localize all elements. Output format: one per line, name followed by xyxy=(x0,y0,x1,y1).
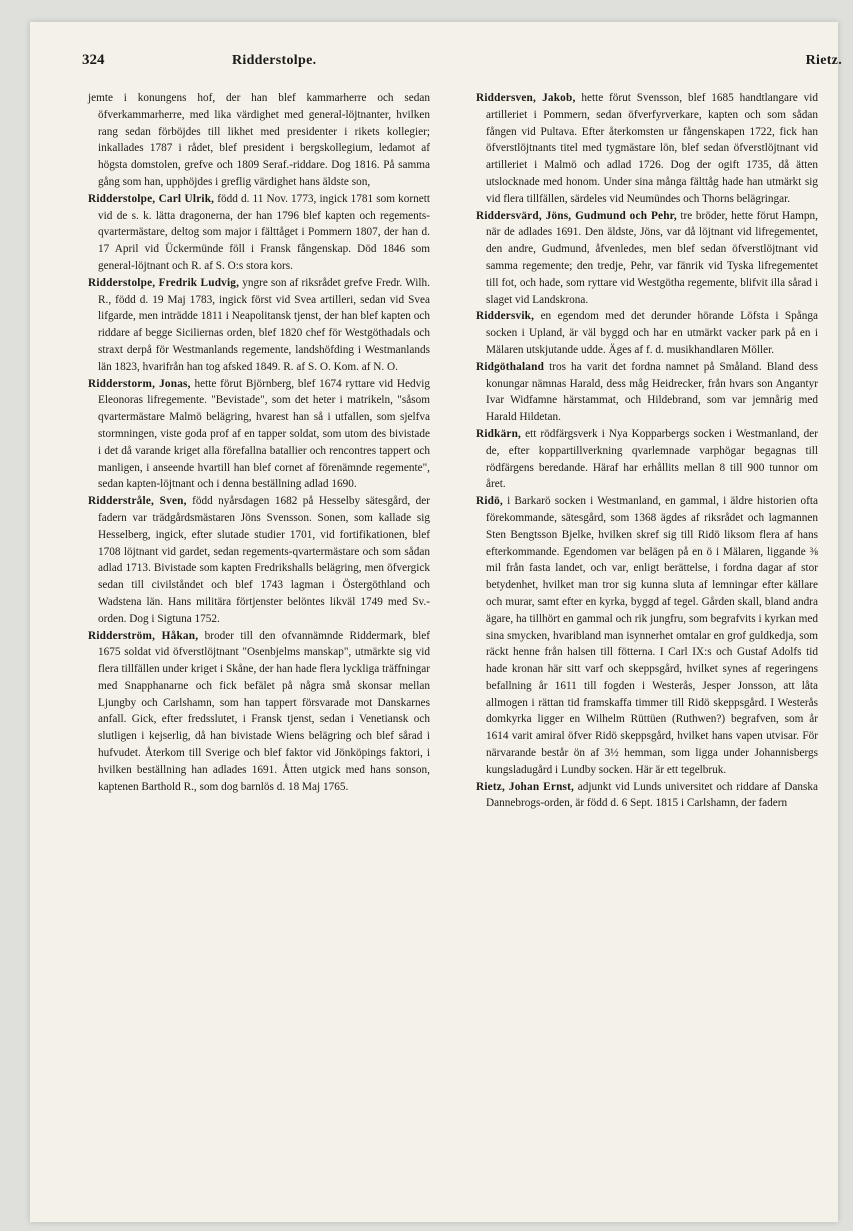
right-running-head: Rietz. xyxy=(805,53,842,68)
entry xyxy=(476,208,818,309)
entry-headword: Ridö, xyxy=(476,495,503,508)
entry-text: hette förut Svensson, blef 1685 handtlangare vid artilleriet i Pommern, sedan öfverfyrverkare, kapten och som sådan fången vid Pultava. Efter återkomsten ur fångenskapen 1722, fick han öfverstlöjtnants titel med tygmästare lön, blef sedan öfverstlöjtnant vid artilleriet i Malmö och adlad 1726. Dog der ogift 1735, då ätten utslocknade med honom. Under sina många fälttåg hade han utmärkt sig vid flera tillfällen, särdeles vid Neumündes och Thorns belägringar. xyxy=(486,92,818,205)
entry xyxy=(88,275,430,376)
entry-text: född d. 11 Nov. 1773, ingick 1781 som kornett vid de s. k. lätta dragonerna, der han 1796 blef kapten och regements-qvartermästare, deltog som major i fälttåget i Pommern 1807, der han d. 17 April vid Ückermünde föll i Fransk fångenskap. Död 1846 som general-löjtnant och R. af S. O:s stora kors. xyxy=(98,192,430,272)
entry-text: tre bröder, hette förut Hampn, när de adlades 1691. Den äldste, Jöns, var då löjtnant vid lifregementet, den andre, Gudmund, åfvenledes, men blef sedan öfverstlöjtnant vid samma regemente; den tredje, Pehr, var fänrik vid Tyska lifregementet till fot, och hade, som ryttare vid Westgötha regemente, blifvit illa sårad i slaget vid Landskrona. xyxy=(486,209,818,306)
entry-headword: Ridderstorm, Jonas, xyxy=(88,377,191,390)
page-number: 324 xyxy=(82,52,105,68)
page-header xyxy=(82,52,842,74)
entry-text: yngre son af riksrådet grefve Fredr. Wilh. R., född d. 19 Maj 1783, ingick först vid Svea artilleri, sedan vid Svea lifgarde, men inträdde 1811 i Neapolitansk tjenst, der han blef kapten och riddare af begge Siciliernas orden, blef 1820 chef för Westgöthadals och straxt derpå för Westmanlands regemente, landshöfding i Westmanlands län 1823, hvarifrån han tog afsked 1849. R. af S. O. Kom. af N. O. xyxy=(98,276,430,373)
entry-text: i Barkarö socken i Westmanland, en gammal, i äldre historien ofta förekommande, sätesgård, som 1368 ägdes af riksrådet och lagmannen Sten Bengtsson Bjelke, hvilken skref sig till Ridö liksom flera af hans efterkommande. Egendomen var belägen på en ö i Mälaren, liggande ⅜ mil från fasta landet, och var, enligt berättelse, i fordna dagar af stor betydenhet, hvilket man tror sig kunna sluta af lemningar efter källare och murar, samt efter en kyrka, byggd af tegel. Gården skall, bland andra ägare, ha tillhört en gammal och rik jungfru, som begrafvits i kyrkan med sina smycken, hvaribland man isynnerhet omtalar en grof guldkedja, som räckt henne från halsen till fötterna. I Carl IX:s och Gustaf Adolfs tid hade kronan här sitt varf och skeppsgård, hvilket synes af regeringens befallning år 1611 till fogden i Westerås, Jesper Jonsson, att låta allmogen i rättan tid framskaffa timmer till Ridö skeppsgård. I Westerås domkyrka ligger en Wilhelm Rüttüen (Ruthwen?) begrafven, som år 1614 varit amiral öfver Ridö skeppsgård, hvilket hans vapen utvisar. För närvarande består ön af 3½ hemman, som ligga under Johannisbergs kungsladugård i Lundby socken. Här är ett tegelbruk. xyxy=(486,495,818,776)
right-column xyxy=(476,90,818,812)
entry xyxy=(88,90,430,191)
entry-headword: Riddersvärd, Jöns, Gudmund och Pehr, xyxy=(476,209,677,222)
entry-headword: Ridderstråle, Sven, xyxy=(88,495,187,508)
entry xyxy=(476,359,818,426)
entry-text: tros ha varit det fordna namnet på Småland. Bland dess konungar nämnas Harald, dess måg Heidrecker, från hvars son Angantyr Ivar Widfamne härstammat, och Hildebrand, som var jemnårig med Harald Hildetan. xyxy=(486,360,818,424)
entry xyxy=(476,308,818,358)
entry-text: ett rödfärgsverk i Nya Kopparbergs socken i Westmanland, der de, efter koppartillverkning qvarlemnade varphögar begagnas till rödfärgens beredande. Häraf har erhållits mellan 8 till 900 tunnor om året. xyxy=(486,427,818,491)
entry xyxy=(88,628,430,796)
entry xyxy=(88,493,430,627)
entry-headword: Ridderstolpe, Carl Ulrik, xyxy=(88,192,215,205)
entry xyxy=(476,779,818,813)
entry-text: broder till den ofvannämnde Riddermark, blef 1675 soldat vid öfverstlöjtnant "Osenbjelms manskap", utmärkte sig vid flera tillfällen under kriget i Skåne, der han hade flera lyckliga träffningar med Snapphanarne och fick befälet på några små skonsar mellan Ljungby och Carlshamn, som han tappert försvarade mot Danskarnes anfall. Gick, efter fredsslutet, i Fransk tjenst, sedan i Venetiansk och slutligen i kejserlig, då han bivistade Wiens belägring och blef sårad i hufvudet. Återkom till Sverige och blef faktor vid Jönköpings faktori, i hvilken beställning han adlades 1691. Åtten utgick med hans sonson, kaptenen Barthold R., som dog barnlös d. 18 Maj 1765. xyxy=(98,629,430,793)
entry xyxy=(476,90,818,208)
entry-headword: Ridkärn, xyxy=(476,427,522,440)
entry-text: hette förut Björnberg, blef 1674 ryttare vid Hedvig Eleonoras lifregemente. "Bevistade", som det heter i matrikeln, "såsom qvartermästare Malmö belägring, hvarest han så i utfallen, som sjelfva stormningen, viste goda prof af en tapper soldat, som utom des bivistade i det då varande kriget alla förefallna batallier och rencontres tappert och manligen, i anseende hvartill han blef cornet af förenämnde regemente", sedan kapten-löjtnant och i denna beställning adlad 1690. xyxy=(98,377,430,491)
entry-text: född nyårsdagen 1682 på Hesselby sätesgård, der fadern var trädgårdsmästaren Jöns Svensson. Sonen, som kallade sig Hesselberg, ingick, efter slutade studier 1701, vid fortifikationen, blef 1708 löjtnant vid gardet, sedan regements-qvartermästare och som sådan adlad 1713. Bivistade som kapten Fredrikshalls belägring, men öfvergick sedan till civilståndet och blef 1743 lagman i Östergöthland och Wadstena län. Hans militära förtjenster belöntes likväl 1749 med Sv.-orden. Dog i Sigtuna 1752. xyxy=(98,495,431,625)
entry-headword: Ridderström, Håkan, xyxy=(88,629,199,642)
left-column xyxy=(88,90,430,795)
entry-headword: Ridderstolpe, Fredrik Ludvig, xyxy=(88,276,240,289)
entry-text: jemte i konungens hof, der han blef kammarherre och sedan öfverkammarherre, med lika värdighet med general-löjtnanter, hvilken rang sedan förböjdes till likhet med presidenter i rikets kollegier; inkallades 1787 i rådet, blef president i bergskollegium, ledamot af högsta domstolen, grefve och 1809 Seraf.-riddare. Dog 1816. På samma gång som han, upphöjdes i greflig värdighet hans äldste son, xyxy=(88,92,430,188)
entry xyxy=(88,376,430,494)
book-page xyxy=(30,22,842,1222)
entry xyxy=(88,191,430,275)
entry-text: en egendom med det derunder hörande Löfsta i Spånga socken i Upland, är väl byggd och har en utmärkt vacker park på en i Mälaren utskjutande udde. Äges af f. d. musikhandlaren Möller. xyxy=(486,310,818,356)
entry-text: adjunkt vid Lunds universitet och riddare af Danska Dannebrogs-orden, är född d. 6 Sept. 1815 i Carlshamn, der fadern xyxy=(486,780,818,810)
entry xyxy=(476,426,818,493)
entry xyxy=(476,493,818,779)
left-running-head: Ridderstolpe. xyxy=(232,53,317,68)
entry-headword: Rietz, Johan Ernst, xyxy=(476,780,575,793)
entry-headword: Riddersven, Jakob, xyxy=(476,92,576,104)
entry-headword: Riddersvik, xyxy=(476,310,535,323)
entry-headword: Ridgöthaland xyxy=(476,360,545,373)
